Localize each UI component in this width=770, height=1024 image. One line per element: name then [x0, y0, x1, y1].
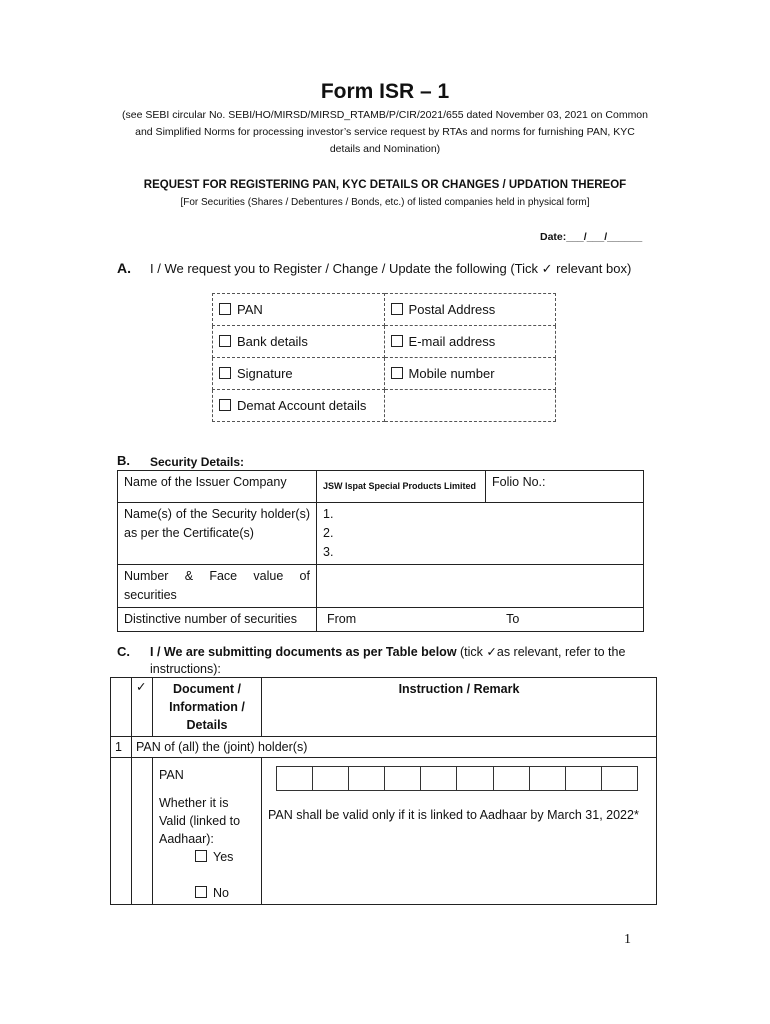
holder-names-field[interactable]: 1. 2. 3. [317, 503, 644, 565]
section-a-text: I / We request you to Register / Change / Update the following (Tick ✓ relevant box) [150, 261, 632, 276]
checkbox[interactable] [391, 367, 403, 379]
folio-field[interactable]: Folio No.: [486, 471, 644, 503]
checkbox[interactable] [391, 303, 403, 315]
pan-remark: PAN shall be valid only if it is linked to Aadhaar by March 31, 2022* [268, 808, 639, 822]
pan-input-boxes[interactable] [276, 766, 638, 791]
option-pan[interactable]: PAN [213, 294, 385, 326]
checkbox[interactable] [219, 335, 231, 347]
form-subheading: [For Securities (Shares / Debentures / Bonds, etc.) of listed companies held in physical form] [180, 197, 590, 208]
documents-table: ✓ Document / Information / Details Instruction / Remark 1 PAN of (all) the (joint) holder(s) PAN Whether it is Valid (linked to Aadhaar): Yes No PAN shall be valid only if it is linked to Aadhaar by March 31, 2022* [110, 677, 657, 905]
update-options-table [212, 293, 556, 422]
tick-header: ✓ [132, 678, 153, 737]
option-mobile[interactable]: Mobile number [384, 358, 555, 390]
subtitle: (see SEBI circular No. SEBI/HO/MIRSD/MIRSD_RTAMB/P/CIR/2021/655 dated November 03, 2021 on Common and Simplified Norms for processing investor’s service request by RTAs and norms for furnishing PAN, KYC details and Nomination) [122, 109, 648, 155]
option-email[interactable]: E-mail address [384, 326, 555, 358]
section-c-letter: C. [117, 644, 130, 659]
security-details-table: Name of the Issuer Company JSW Ispat Special Products Limited Folio No.: Name(s) of the Security holder(s) as per the Certificate(s) 1. 2. 3. Number & Face value of securities Distinctive number of securities From To [117, 470, 644, 632]
section-b-title: Security Details: [150, 455, 245, 469]
section-a-letter: A. [117, 260, 131, 276]
date-field[interactable]: Date:___/___/______ [540, 231, 643, 243]
page-number: 1 [624, 932, 631, 947]
row-tick-cell[interactable] [132, 758, 153, 905]
distinctive-number-field[interactable]: From To [317, 608, 644, 632]
section-b-letter: B. [117, 453, 130, 468]
option-bank-details[interactable]: Bank details [213, 326, 385, 358]
option-postal-address[interactable]: Postal Address [384, 294, 555, 326]
face-value-field[interactable] [317, 565, 644, 608]
checkbox[interactable] [219, 303, 231, 315]
issuer-company-value[interactable]: JSW Ispat Special Products Limited [317, 471, 486, 503]
option-demat[interactable]: Demat Account details [213, 390, 385, 422]
valid-yes-option[interactable]: Yes [195, 848, 255, 866]
section-c-text: I / We are submitting documents as per Table below (tick ✓as relevant, refer to the instructions): [150, 645, 626, 676]
checkbox[interactable] [391, 335, 403, 347]
checkbox[interactable] [219, 399, 231, 411]
valid-no-option[interactable]: No [195, 884, 255, 902]
form-heading: REQUEST FOR REGISTERING PAN, KYC DETAILS OR CHANGES / UPDATION THEREOF [143, 179, 627, 191]
page-title: Form ISR – 1 [320, 80, 450, 103]
checkbox[interactable] [219, 367, 231, 379]
option-signature[interactable]: Signature [213, 358, 385, 390]
